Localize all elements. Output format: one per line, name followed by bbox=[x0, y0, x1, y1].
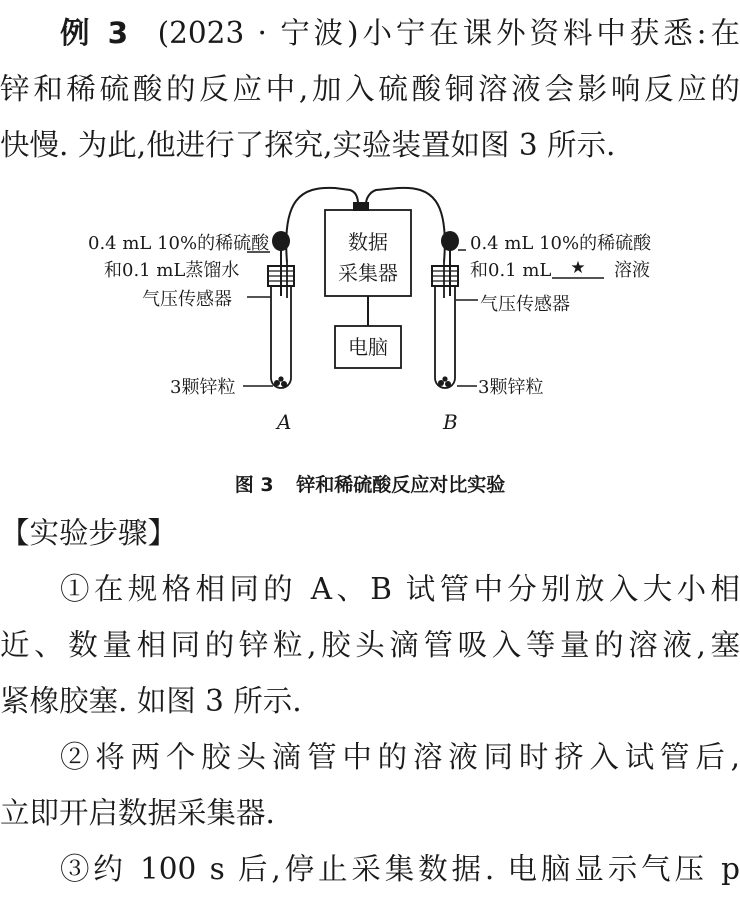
tube-a-body bbox=[271, 286, 291, 388]
right-zinc-label: 3颗锌粒 bbox=[478, 377, 544, 398]
step-2-line-2: 立即开启数据采集器. bbox=[0, 796, 275, 830]
tube-a-dropper-bulb bbox=[272, 231, 290, 251]
step-1-line-3: 紧橡胶塞. 如图 3 所示. bbox=[0, 684, 302, 718]
tube-b-label: B bbox=[443, 410, 458, 434]
tube-b-dropper-bulb bbox=[441, 231, 459, 251]
left-solution-label-1: 0.4 mL 10%的稀硫酸 bbox=[88, 233, 270, 254]
step-3-line-1: ③约 100 s 后,停止采集数据. 电脑显示气压 p bbox=[60, 852, 740, 886]
collector-plug bbox=[354, 203, 368, 210]
right-solution-label-1: 0.4 mL 10%的稀硫酸 bbox=[470, 233, 652, 254]
figure-caption bbox=[0, 470, 740, 497]
star-icon: ★ bbox=[570, 258, 586, 278]
computer-label: 电脑 bbox=[348, 335, 388, 359]
left-sensor-label: 气压传感器 bbox=[142, 289, 232, 310]
left-zinc-label: 3颗锌粒 bbox=[170, 377, 236, 398]
steps-heading: 【实验步骤】 bbox=[0, 516, 178, 550]
tube-a-label: A bbox=[277, 410, 292, 434]
intro-line-1-text: (2023 · 宁波)小宁在课外资料中获悉:在 bbox=[157, 16, 740, 50]
tube-b-body bbox=[435, 286, 455, 388]
intro-line-2: 锌和稀硫酸的反应中,加入硫酸铜溶液会影响反应的 bbox=[0, 72, 740, 106]
step-1-line-2: 近、数量相同的锌粒,胶头滴管吸入等量的溶液,塞 bbox=[0, 628, 740, 662]
step-2-line-1: ②将两个胶头滴管中的溶液同时挤入试管后, bbox=[60, 740, 740, 774]
intro-line-3: 快慢. 为此,他进行了探究,实验装置如图 3 所示. bbox=[0, 128, 616, 162]
figure-caption-number: 图 3 bbox=[234, 474, 274, 496]
left-solution-label-2: 和0.1 mL蒸馏水 bbox=[104, 260, 240, 281]
example-label: 例 3 bbox=[60, 16, 129, 50]
tube-b-zinc-granules bbox=[438, 376, 451, 387]
step-1-line-1: ①在规格相同的 A、B 试管中分别放入大小相 bbox=[60, 572, 740, 606]
steps-paragraph bbox=[0, 561, 740, 897]
right-solution-label-2a: 和0.1 mL bbox=[470, 260, 552, 281]
tube-a-zinc-granules bbox=[274, 376, 287, 387]
right-solution-label-2b: 溶液 bbox=[614, 260, 650, 281]
collector-label-2: 采集器 bbox=[338, 261, 398, 285]
right-sensor-label: 气压传感器 bbox=[480, 294, 570, 315]
collector-label-1: 数据 bbox=[348, 230, 388, 254]
figure-caption-text: 锌和稀硫酸反应对比实验 bbox=[296, 474, 506, 496]
